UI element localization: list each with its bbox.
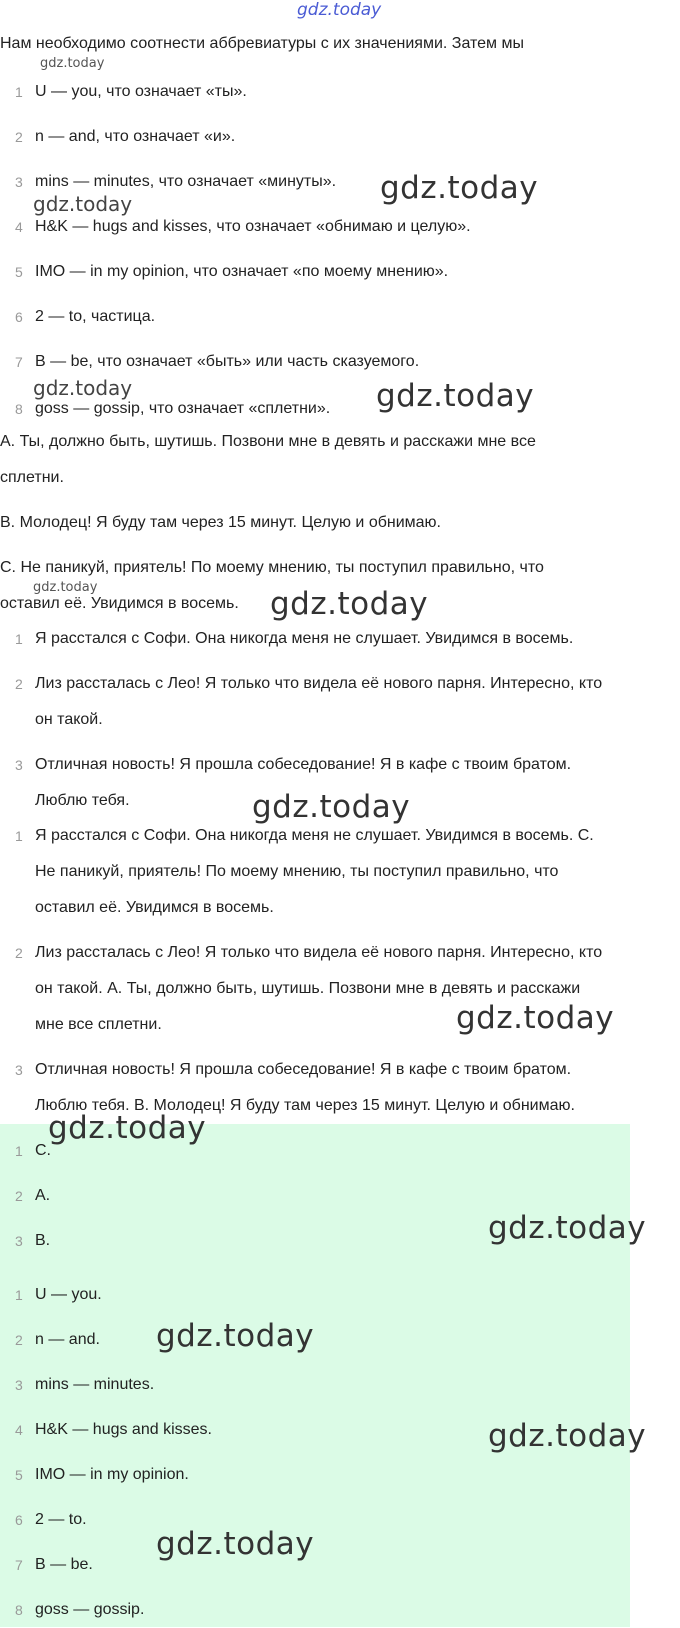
watermark: gdz.today: [33, 192, 133, 216]
item-text: goss — gossip.: [35, 1601, 145, 1618]
item-number: 8: [15, 1602, 23, 1618]
item-text: 2 — to.: [35, 1511, 87, 1528]
watermark: gdz.today: [376, 378, 535, 414]
item-text: mins — minutes.: [35, 1376, 155, 1393]
watermark: gdz.today: [252, 789, 411, 825]
watermark: gdz.today: [156, 1318, 315, 1354]
item-number: 5: [15, 1467, 23, 1483]
item-text: Люблю тебя.: [35, 792, 130, 809]
watermark: gdz.today: [33, 376, 133, 400]
item-text: U — you, что означает «ты».: [35, 83, 247, 100]
item-text: IMO — in my opinion.: [35, 1466, 189, 1483]
watermark: gdz.today: [380, 170, 539, 206]
item-text: B — be, что означает «быть» или часть сказуемого.: [35, 353, 420, 370]
item-text: goss — gossip, что означает «сплетни».: [35, 400, 331, 417]
item-number: 4: [15, 1422, 23, 1438]
item-text: H&K — hugs and kisses, что означает «обнимаю и целую».: [35, 218, 471, 235]
item-text: C.: [35, 1142, 51, 1159]
watermark: gdz.today: [488, 1418, 647, 1454]
item-text: Лиз рассталась с Лео! Я только что видела её нового парня. Интересно, кто: [35, 675, 603, 692]
reply-a-line: A. Ты, должно быть, шутишь. Позвони мне в девять и расскажи мне все: [0, 433, 536, 450]
item-number: 1: [15, 84, 23, 100]
reply-a-line: сплетни.: [0, 469, 64, 486]
item-number: 6: [15, 1512, 23, 1528]
item-text: U — you.: [35, 1286, 102, 1303]
item-text: A.: [35, 1187, 51, 1204]
item-number: 1: [15, 631, 23, 647]
item-text: мне все сплетни.: [35, 1016, 162, 1033]
item-number: 7: [15, 354, 23, 370]
watermark: gdz.today: [456, 1000, 615, 1036]
item-number: 3: [15, 757, 23, 773]
reply-c-line: оставил её. Увидимся в восемь.: [0, 595, 239, 612]
item-text: B.: [35, 1232, 51, 1249]
watermark: gdz.today: [488, 1210, 647, 1246]
item-text: 2 — to, частица.: [35, 308, 156, 325]
reply-b: B. Молодец! Я буду там через 15 минут. Целую и обнимаю.: [0, 514, 441, 531]
item-text: он такой.: [35, 711, 103, 728]
item-text: оставил её. Увидимся в восемь.: [35, 899, 274, 916]
item-number: 3: [15, 1377, 23, 1393]
item-number: 3: [15, 174, 23, 190]
item-text: Отличная новость! Я прошла собеседование! Я в кафе с твоим братом.: [35, 1061, 572, 1078]
item-text: n — and, что означает «и».: [35, 128, 236, 145]
item-number: 8: [15, 401, 23, 417]
item-number: 3: [15, 1062, 23, 1078]
item-number: 2: [15, 945, 23, 961]
item-text: он такой. A. Ты, должно быть, шутишь. Позвони мне в девять и расскажи: [35, 980, 581, 997]
item-text: H&K — hugs and kisses.: [35, 1421, 212, 1438]
item-number: 1: [15, 1287, 23, 1303]
item-text: Отличная новость! Я прошла собеседование! Я в кафе с твоим братом.: [35, 756, 572, 773]
item-text: n — and.: [35, 1331, 100, 1348]
item-number: 2: [15, 1332, 23, 1348]
item-text: Люблю тебя. B. Молодец! Я буду там через 15 минут. Целую и обнимаю.: [35, 1097, 575, 1114]
item-number: 3: [15, 1233, 23, 1249]
item-text: mins — minutes, что означает «минуты».: [35, 173, 337, 190]
item-number: 1: [15, 1143, 23, 1159]
item-text: Лиз рассталась с Лео! Я только что видела её нового парня. Интересно, кто: [35, 944, 603, 961]
site-logo[interactable]: gdz.today: [297, 0, 382, 20]
item-text: Не паникуй, приятель! По моему мнению, ты поступил правильно, что: [35, 863, 559, 880]
item-number: 4: [15, 219, 23, 235]
watermark: gdz.today: [48, 1110, 207, 1146]
item-text: Я расстался с Софи. Она никогда меня не слушает. Увидимся в восемь. C.: [35, 827, 594, 844]
item-number: 1: [15, 828, 23, 844]
item-text: B — be.: [35, 1556, 93, 1573]
item-number: 5: [15, 264, 23, 280]
reply-c-line: C. Не паникуй, приятель! По моему мнению, ты поступил правильно, что: [0, 559, 544, 576]
item-number: 2: [15, 1188, 23, 1204]
item-number: 7: [15, 1557, 23, 1573]
watermark: gdz.today: [156, 1526, 315, 1562]
item-text: IMO — in my opinion, что означает «по моему мнению».: [35, 263, 449, 280]
task-intro: Нам необходимо соотнести аббревиатуры с их значениями. Затем мы: [0, 35, 524, 52]
item-number: 2: [15, 676, 23, 692]
item-text: Я расстался с Софи. Она никогда меня не слушает. Увидимся в восемь.: [35, 630, 574, 647]
watermark: gdz.today: [270, 586, 429, 622]
item-number: 6: [15, 309, 23, 325]
watermark: gdz.today: [40, 56, 105, 71]
watermark: gdz.today: [33, 580, 98, 595]
item-number: 2: [15, 129, 23, 145]
